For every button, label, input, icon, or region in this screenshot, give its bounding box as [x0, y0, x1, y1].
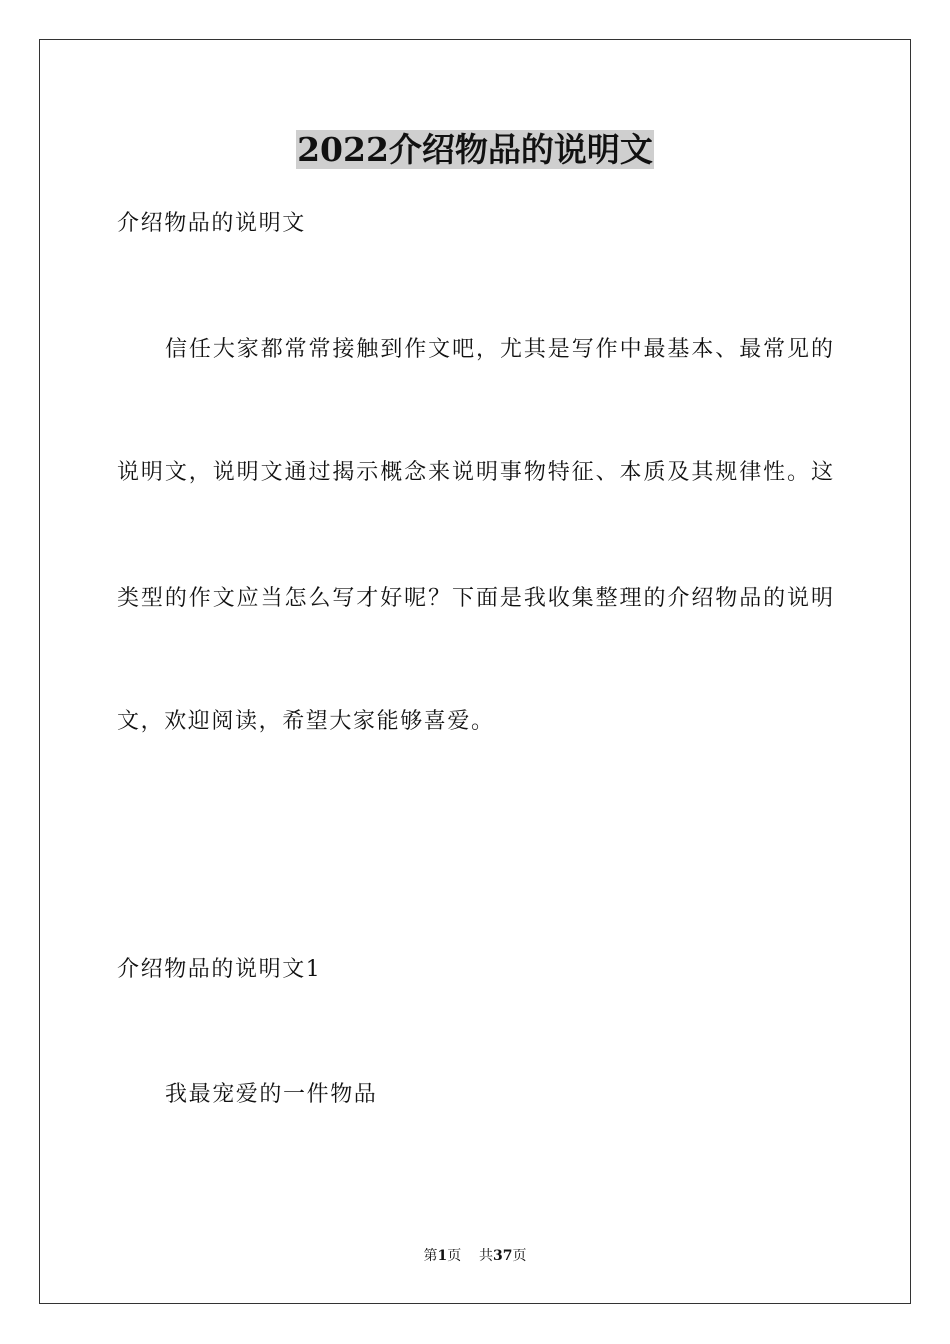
subtitle: 介绍物品的说明文 [117, 211, 306, 236]
page-suffix: 页 [447, 1248, 462, 1264]
page-number: 1 [437, 1248, 448, 1264]
document-title [0, 128, 950, 172]
intro-paragraph-line-3: 类型的作文应当怎么写才好呢？下面是我收集整理的介绍物品的说明 [117, 586, 833, 611]
intro-paragraph-line-4: 文，欢迎阅读，希望大家能够喜爱。 [117, 709, 495, 734]
intro-paragraph-line-1: 信任大家都常常接触到作文吧，尤其是写作中最基本、最常见的 [165, 337, 833, 362]
section-heading: 介绍物品的说明文1 [117, 957, 322, 982]
section-first-line: 我最宠爱的一件物品 [165, 1082, 378, 1107]
page-prefix: 第 [423, 1248, 438, 1264]
total-suffix: 页 [512, 1248, 527, 1264]
total-prefix: 共 [479, 1248, 494, 1264]
page-footer [0, 1246, 950, 1266]
total-pages: 37 [493, 1248, 513, 1264]
intro-paragraph-line-2: 说明文，说明文通过揭示概念来说明事物特征、本质及其规律性。这 [117, 460, 833, 485]
title-text: 2022介绍物品的说明文 [297, 130, 653, 169]
